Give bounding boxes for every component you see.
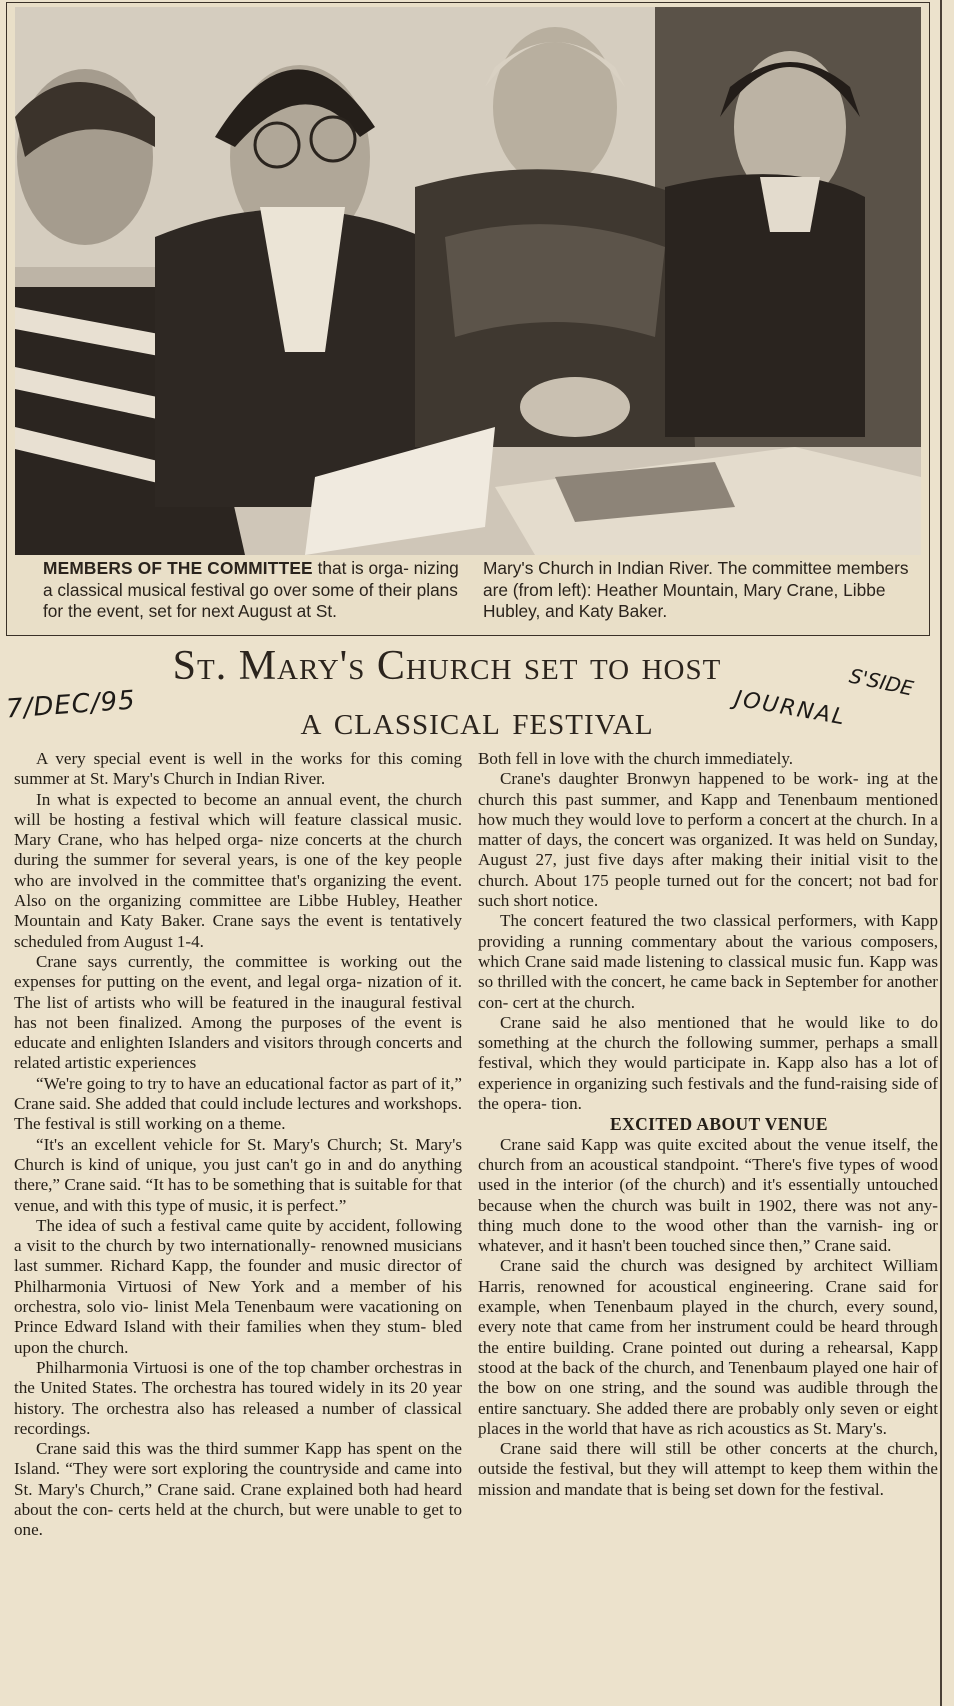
caption-lead: MEMBERS OF THE COMMITTEE — [43, 558, 313, 578]
article-subhead: EXCITED ABOUT VENUE — [610, 1114, 828, 1135]
right-edge-rule — [940, 0, 942, 1706]
handwritten-source-2: JOURNAL — [732, 686, 849, 731]
article-paragraph: “We're going to try to have an educational factor as part of it,” Crane said. She added that could include lectures and workshops. The festival is still working on a theme. — [14, 1073, 462, 1134]
photo-caption-left — [43, 558, 473, 623]
article-paragraph: Both fell in love with the church immediately. — [478, 749, 794, 768]
article-paragraph: Philharmonia Virtuosi is one of the top chamber orchestras in the United States. The orchestra has toured widely in its 20 year history. The orchestra also has released a number of classical recordings. — [14, 1357, 462, 1438]
headline-line-1 — [0, 642, 924, 690]
headline-line-2-text: a classical festival — [300, 698, 654, 744]
photo-caption-right: Mary's Church in Indian River. The committee members are (from left): Heather Mountain, Mary Crane, Libbe Hubley, and Katy Baker. — [483, 558, 909, 622]
committee-photo — [15, 7, 921, 555]
article-paragraph: The concert featured the two classical performers, with Kapp providing a running commentary about the various composers, which Crane said made listening to classical music fun. Kapp was so thrilled with the concert, he came back in September for another con- cert at the church. — [478, 911, 938, 1012]
photo-box — [6, 2, 930, 636]
caption-left-text: that is orga- nizing a classical musical festival go over some of their plans for the event, set for next August at St. — [43, 558, 459, 622]
article-column-1 — [14, 749, 462, 1541]
article-paragraph: In what is expected to become an annual event, the church will be hosting a festival which will feature classical music. Mary Crane, who has helped orga- nize concerts at the church during the summer for several years, is one of the key people who are involved in the committee that's organizing the event. Also on the organizing committee are Libbe Hubley, Heather Mountain and Katy Baker. Crane says the event is tentatively scheduled from August 1-4. — [14, 789, 462, 951]
article-paragraph: The idea of such a festival came quite by accident, following a visit to the church by two internationally- renowned musicians last summer. Richard Kapp, the founder and music director of Philharmonia Virtuosi of New York and a member of his orchestra, solo vio- linist Mela Tenenbaum were vacationing on Prince Edward Island with their families when they stum- bled upon the church. — [14, 1215, 462, 1357]
article-paragraph: Crane says currently, the committee is working out the expenses for putting on the event, and legal orga- nization of it. The list of artists who will be featured in the inaugural festival has not been finalized. Among the purposes of the event is educate and enlighten Islanders and visitors through concerts and related artistic experiences — [14, 951, 462, 1073]
article-paragraph: “It's an excellent vehicle for St. Mary's Church; St. Mary's Church is kind of unique, you just can't go in and do anything there,” Crane said. “It has to be something that is suitable for that venue, and with this type of music, it is perfect.” — [14, 1134, 462, 1215]
article-paragraph: Crane said there will still be other concerts at the church, outside the festival, but they will attempt to keep them within the mission and mandate that is being set down for the festival. — [478, 1439, 938, 1499]
article-paragraph: Crane said the church was designed by architect William Harris, renowned for acoustical engineering. Crane said for example, when Tenenbaum played in the church, every sound, every note that came from her instrument could be heard through the entire building. Crane pointed out during a rehearsal, Kapp stood at the back of the church, and Tenenbaum played one hair of the bow on one string, and the sound was audible through the entire sanctuary. She added there are probably only seven or eight places in the world that have as rich acoustics as St. Mary's. — [478, 1256, 938, 1438]
article-column-2 — [478, 749, 938, 1500]
article-paragraph: Crane's daughter Bronwyn happened to be work- ing at the church this past summer, and Kapp and Tenenbaum mentioned how much they would love to perform a concert at the church. In a matter of days, the concert was organized. It was held on Sunday, August 27, just five days after making their initial visit to the church. About 175 people turned out for the concert; not bad for such short notice. — [478, 769, 938, 911]
article-paragraph: Crane said he also mentioned that he would like to do something at the church the following summer, perhaps a small festival, which they would participate in. Kapp also has a lot of experience in organizing such festivals and the fund-raising side of the opera- tion. — [478, 1012, 938, 1114]
handwritten-source-1: S'SIDE — [847, 663, 916, 701]
article-paragraph: Crane said Kapp was quite excited about the venue itself, the church from an acoustical standpoint. “There's five types of wood used in the interior (of the church) and it's essentially untouched because when the church was built in 1902, there was not any- thing much done to the wood other than the varnish- ing or whatever, and it hasn't been touched since then,” Crane said. — [478, 1134, 938, 1256]
headline-line-1-text: St. Mary's Church set to host — [172, 643, 722, 689]
handwritten-date: 7/DEC/95 — [5, 685, 137, 725]
article-paragraph: A very special event is well in the works for this coming summer at St. Mary's Church in Indian River. — [14, 749, 462, 789]
committee-photo-image — [15, 7, 921, 555]
article-paragraph: Crane said this was the third summer Kapp has spent on the Island. “They were sort exploring the countryside and came into St. Mary's Church,” Crane said. Crane explained both had heard about the con- certs held at the church, but were unable to get to one. — [14, 1439, 462, 1540]
